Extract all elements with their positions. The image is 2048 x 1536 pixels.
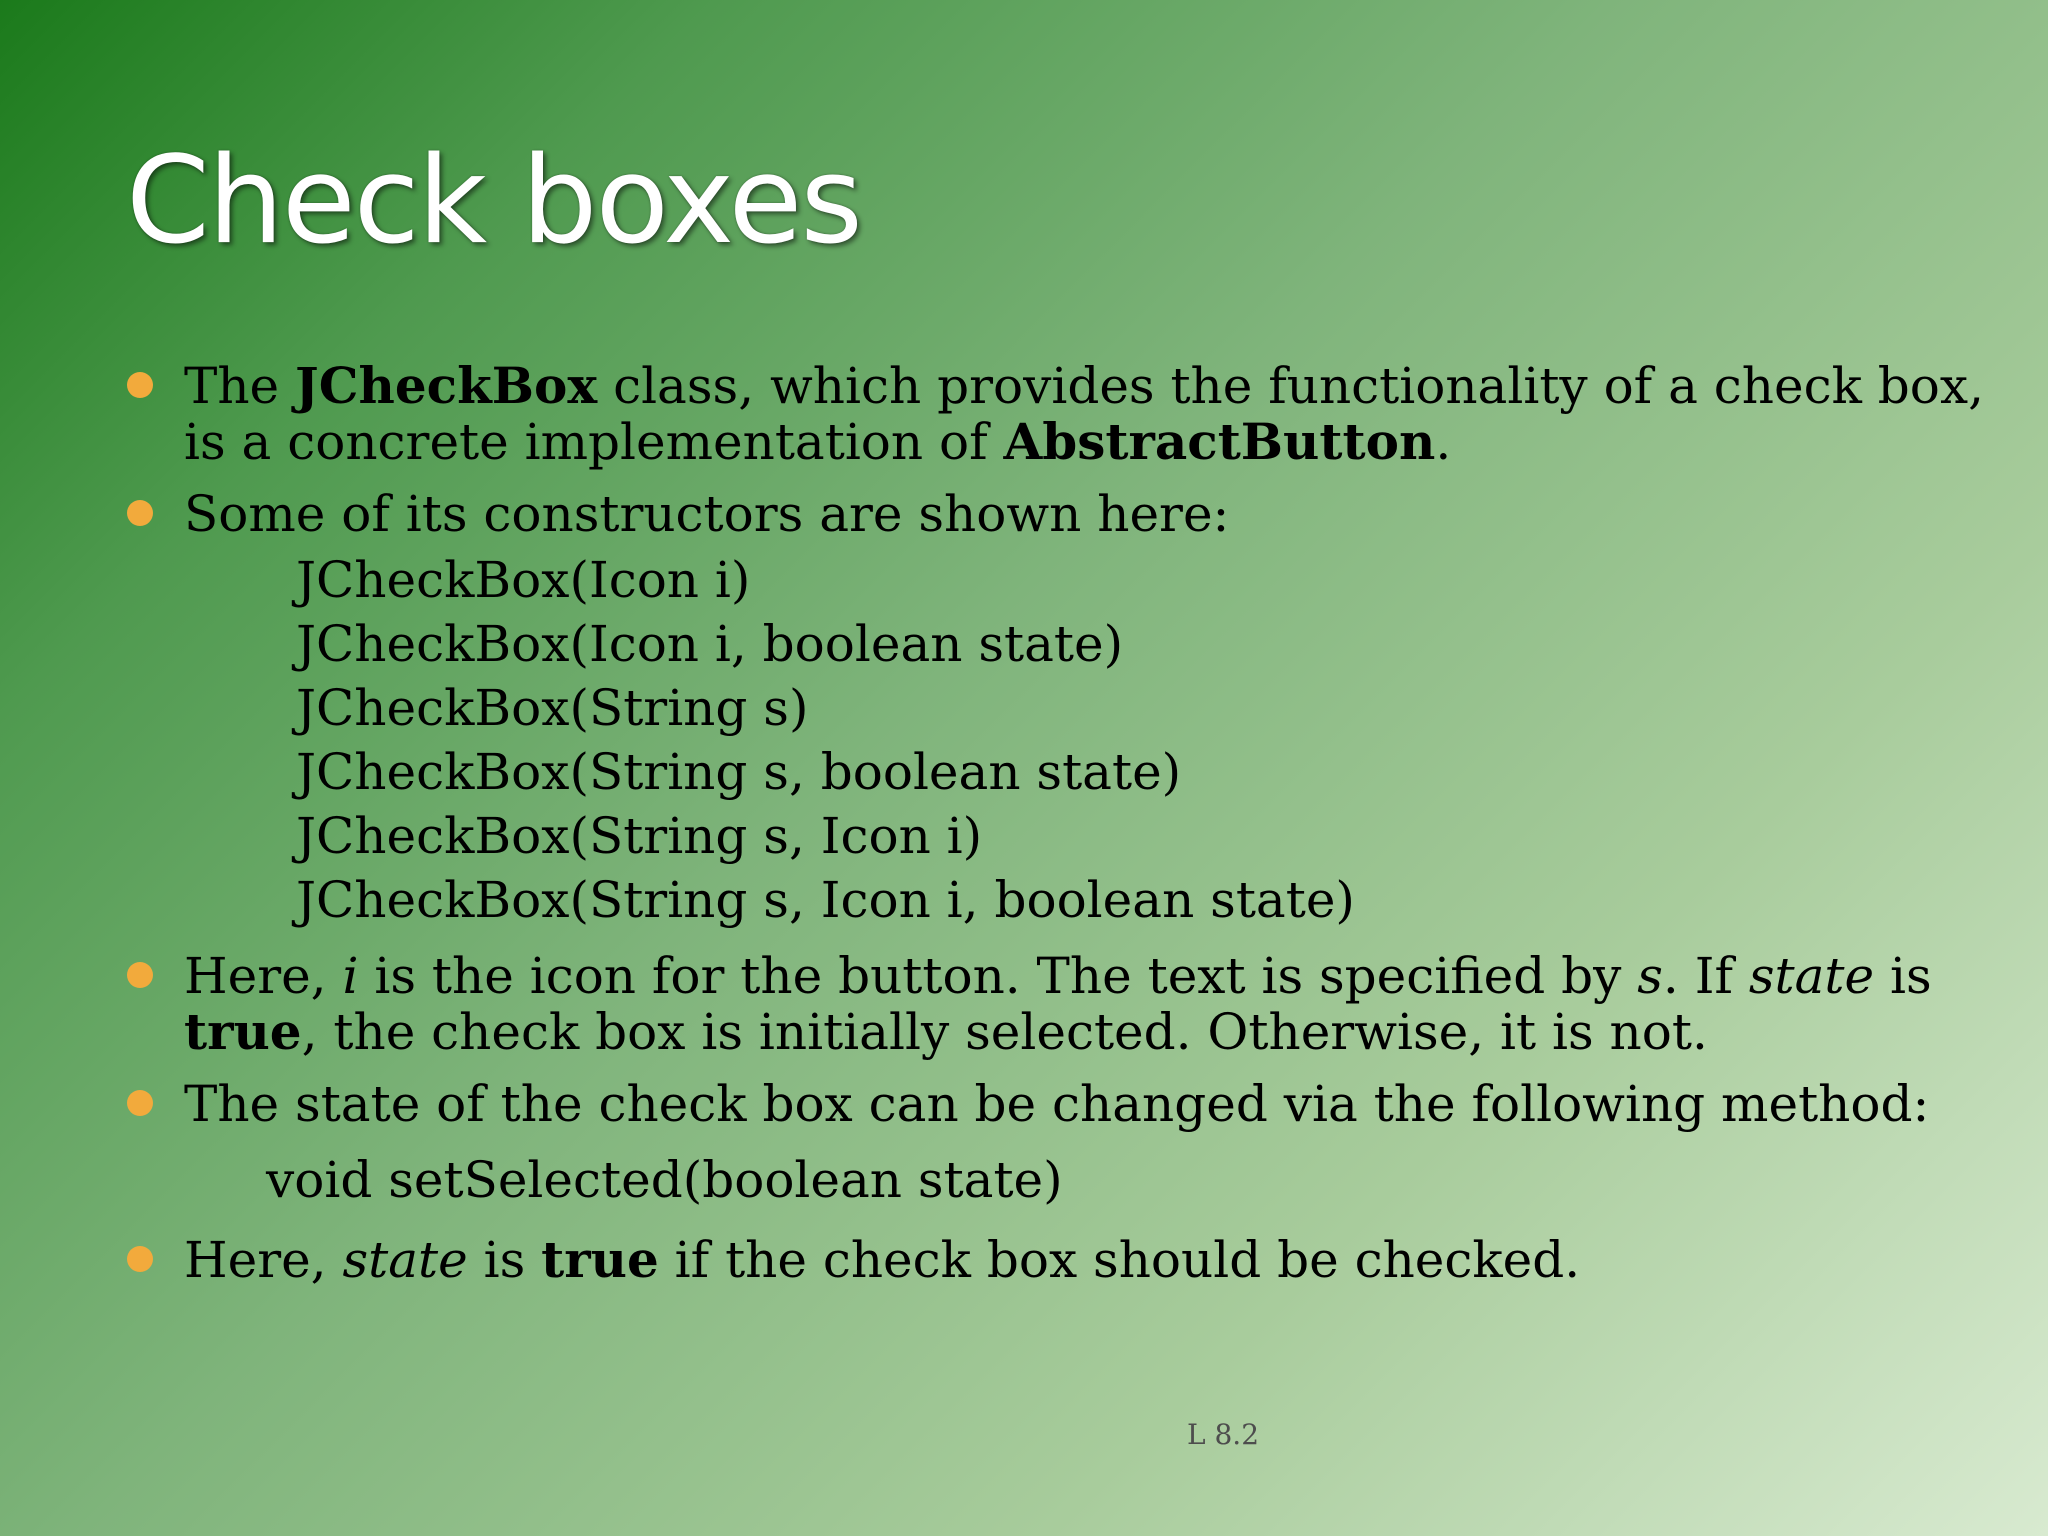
bullet-text: Some of its constructors are shown here:: [184, 485, 1230, 543]
constructor-line: JCheckBox(String s): [296, 679, 809, 737]
constructor-line: JCheckBox(Icon i, boolean state): [296, 615, 1124, 673]
bullet-item: [124, 1076, 2004, 1132]
constructor-line: JCheckBox(Icon i): [296, 551, 751, 609]
bullet-item: [124, 1232, 2004, 1288]
bullet-dot-icon: [127, 500, 153, 526]
constructor-line: JCheckBox(String s, Icon i, boolean state): [296, 871, 1355, 929]
bullet-dot-icon: [127, 1246, 153, 1272]
bullet-dot-icon: [127, 372, 153, 398]
slide-number: L 8.2: [1187, 1418, 1260, 1451]
bullet-text: Here, i is the icon for the button. The text is specified by s. If state is true, the check box is initially selected. Otherwise, it is not.: [184, 947, 1932, 1061]
bullet-item: [124, 358, 2004, 470]
slide-content: [124, 358, 2004, 1304]
constructor-line: JCheckBox(String s, Icon i): [296, 807, 983, 865]
method-signature: void setSelected(boolean state): [266, 1151, 1063, 1209]
constructor-list: [184, 548, 2004, 932]
bullet-text: Here, state is true if the check box should be checked.: [184, 1230, 1581, 1289]
bullet-dot-icon: [127, 962, 153, 988]
bullet-text: The JCheckBox class, which provides the functionality of a check box, is a concrete implementation of AbstractButton.: [184, 356, 1984, 471]
bullet-item: [124, 948, 2004, 1060]
bullet-text: The state of the check box can be changed via the following method:: [184, 1075, 1930, 1133]
slide-title: Check boxes: [126, 132, 861, 271]
bullet-item: [124, 486, 2004, 932]
constructor-line: JCheckBox(String s, boolean state): [296, 743, 1182, 801]
bullet-dot-icon: [127, 1090, 153, 1116]
